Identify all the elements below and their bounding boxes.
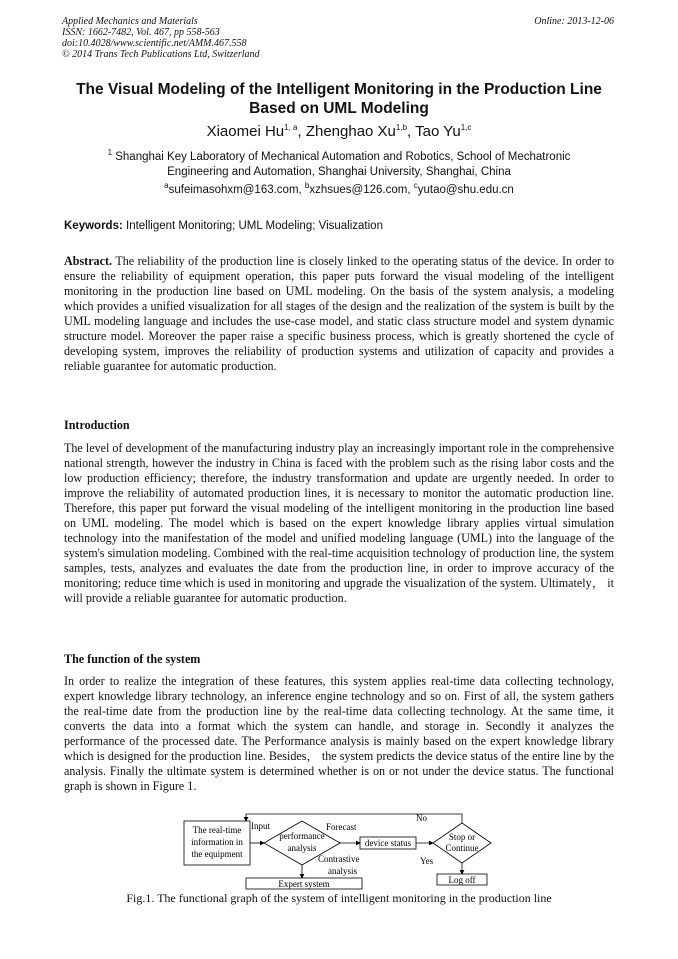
email-sup: c [413,181,418,191]
journal-header [62,16,260,60]
author-name: Xiaomei Hu [206,123,285,140]
yes-label: Yes [420,856,434,866]
email-list: $^a$sufeimasohxm@163.com, $^b$xzhsues@126.com, $^c$yutao@shu.edu.cn [164,181,514,196]
doi-line: doi:10.4028/www.scientific.net/AMM.467.558 [62,38,247,49]
no-label: No [416,813,427,823]
copyright-line: © 2014 Trans Tech Publications Ltd, Switzerland [62,49,260,60]
email-sup: a [164,181,169,191]
author-name: Tao Yu [415,123,461,140]
affiliation-sup: 1 [107,148,113,158]
title-line-2: Based on UML Modeling [249,100,429,117]
online-date: Online: 2013-12-06 [534,16,614,27]
device-status-label: device status [364,838,412,848]
author-sup: 1,c [460,123,472,132]
author-name: Zhenghao Xu [305,123,396,140]
email-address: yutao@shu.edu.cn [417,184,514,196]
keywords-text: Intelligent Monitoring; UML Modeling; Visualization [126,220,383,232]
performance-line-2: analysis [287,843,317,853]
paper-title [50,80,628,118]
abstract-text: The reliability of the production line is closely linked to the operating status of the device. In order to ensure the reliability of equipment operation, this paper puts forward the visual modeling of the intelligent monitoring in the production line based on UML modeling. On the basis of the system analysis, a modeling which provides a unified visualization for all stages of the design and the realization of the system is built by the UML modeling language and includes the use-case model, and static class structure model and system dynamic structure model. Moreover the paper raise a specific business process, which is greatly shortened the cycle of developing system, improves the reliability of production systems and utilization of capacity and provides a reliable guarantee for automatic production. [64,254,615,373]
box1-line-3: the equipment [191,849,243,859]
box1-line-2: information in [191,837,243,847]
author-list: Xiaomei Hu$^{1, a}$, Zhenghao Xu$^{1,b}$, Tao Yu$^{1,c}$ [206,123,472,140]
log-off-label: Log off [448,875,476,885]
email-address: sufeimasohxm@163.com [168,184,299,196]
email-address: xzhsues@126.com [309,184,408,196]
abstract-paragraph [64,254,614,374]
issn-line: ISSN: 1662-7482, Vol. 467, pp 558-563 [62,27,220,38]
journal-name: Applied Mechanics and Materials [62,16,198,27]
contrastive-line-1: Contrastive [318,854,360,864]
introduction-paragraph: The level of development of the manufacturing industry play an increasingly important role in the comprehensive national strength, however the industry in China is faced with the problem such as the rising labor costs and the low production efficiency; therefore, the industry transformation and update are urgently needed. In order to improve the reliability of automated production lines, it is necessary to monitor the automatic production line. Therefore, this paper put forward the visual modeling of the intelligent monitoring in the production line based on UML modeling. The model which is based on the expert knowledge library applies virtual simulation technology into the manifestation of the model and unified modeling language (UML) into the language of the system's simulation modeling. Combined with the real-time acquisition technology of production line, the system samples, tests, analyzes and evaluates the date from the production line, in order to improve accuracy of the monitoring; reduce time which is used in monitoring and upgrade the visualization of the system. Ultimately， it will provide a reliable guarantee for automatic production. [64,441,614,605]
input-label: Input [251,821,270,831]
abstract-label: Abstract. [64,254,113,268]
performance-line-1: performance [279,831,325,841]
keywords-label: Keywords: [64,220,123,232]
affiliation [70,150,608,180]
section-heading-function: The function of the system [64,652,201,666]
author-sup: 1,b [395,123,408,132]
functional-graph-figure [150,808,530,890]
stop-line-2: Continue [445,843,479,853]
affiliation-line-1: Shanghai Key Laboratory of Mechanical Automation and Robotics, School of Mechatronic [115,151,571,163]
keywords [64,220,383,232]
affiliation-line-2: Engineering and Automation, Shanghai University, Shanghai, China [167,166,511,178]
forecast-label: Forecast [326,822,357,832]
function-paragraph: In order to realize the integration of these features, this system applies real-time data collecting technology, expert knowledge library technology, an inference engine technology and so on. First of all, the system gathers the real-time date from the production line by the real-time data collecting technology. At the same time, it converts the data into a format which the system can handle, and storage in. Secondly it analyzes the performance of the processed date. The Performance analysis is mainly based on the expert knowledge library which is designed for the production line. Besides， the system predicts the device status of the entire line by the analysis. Finally the ultimate system is determined whether is on or not under the device status. The functional graph is shown in Figure 1. [64,674,614,793]
box1-line-1: The real-time [192,825,242,835]
email-sup: b [304,181,310,191]
section-heading-introduction: Introduction [64,418,130,432]
contrastive-line-2: analysis [328,866,357,876]
expert-system-label: Expert system [278,879,330,889]
figure-caption: Fig.1. The functional graph of the system of intelligent monitoring in the production line [126,891,552,905]
title-line-1: The Visual Modeling of the Intelligent Monitoring in the Production Line [76,81,602,98]
author-sup: 1, a [284,123,298,132]
stop-line-1: Stop or [448,832,476,842]
